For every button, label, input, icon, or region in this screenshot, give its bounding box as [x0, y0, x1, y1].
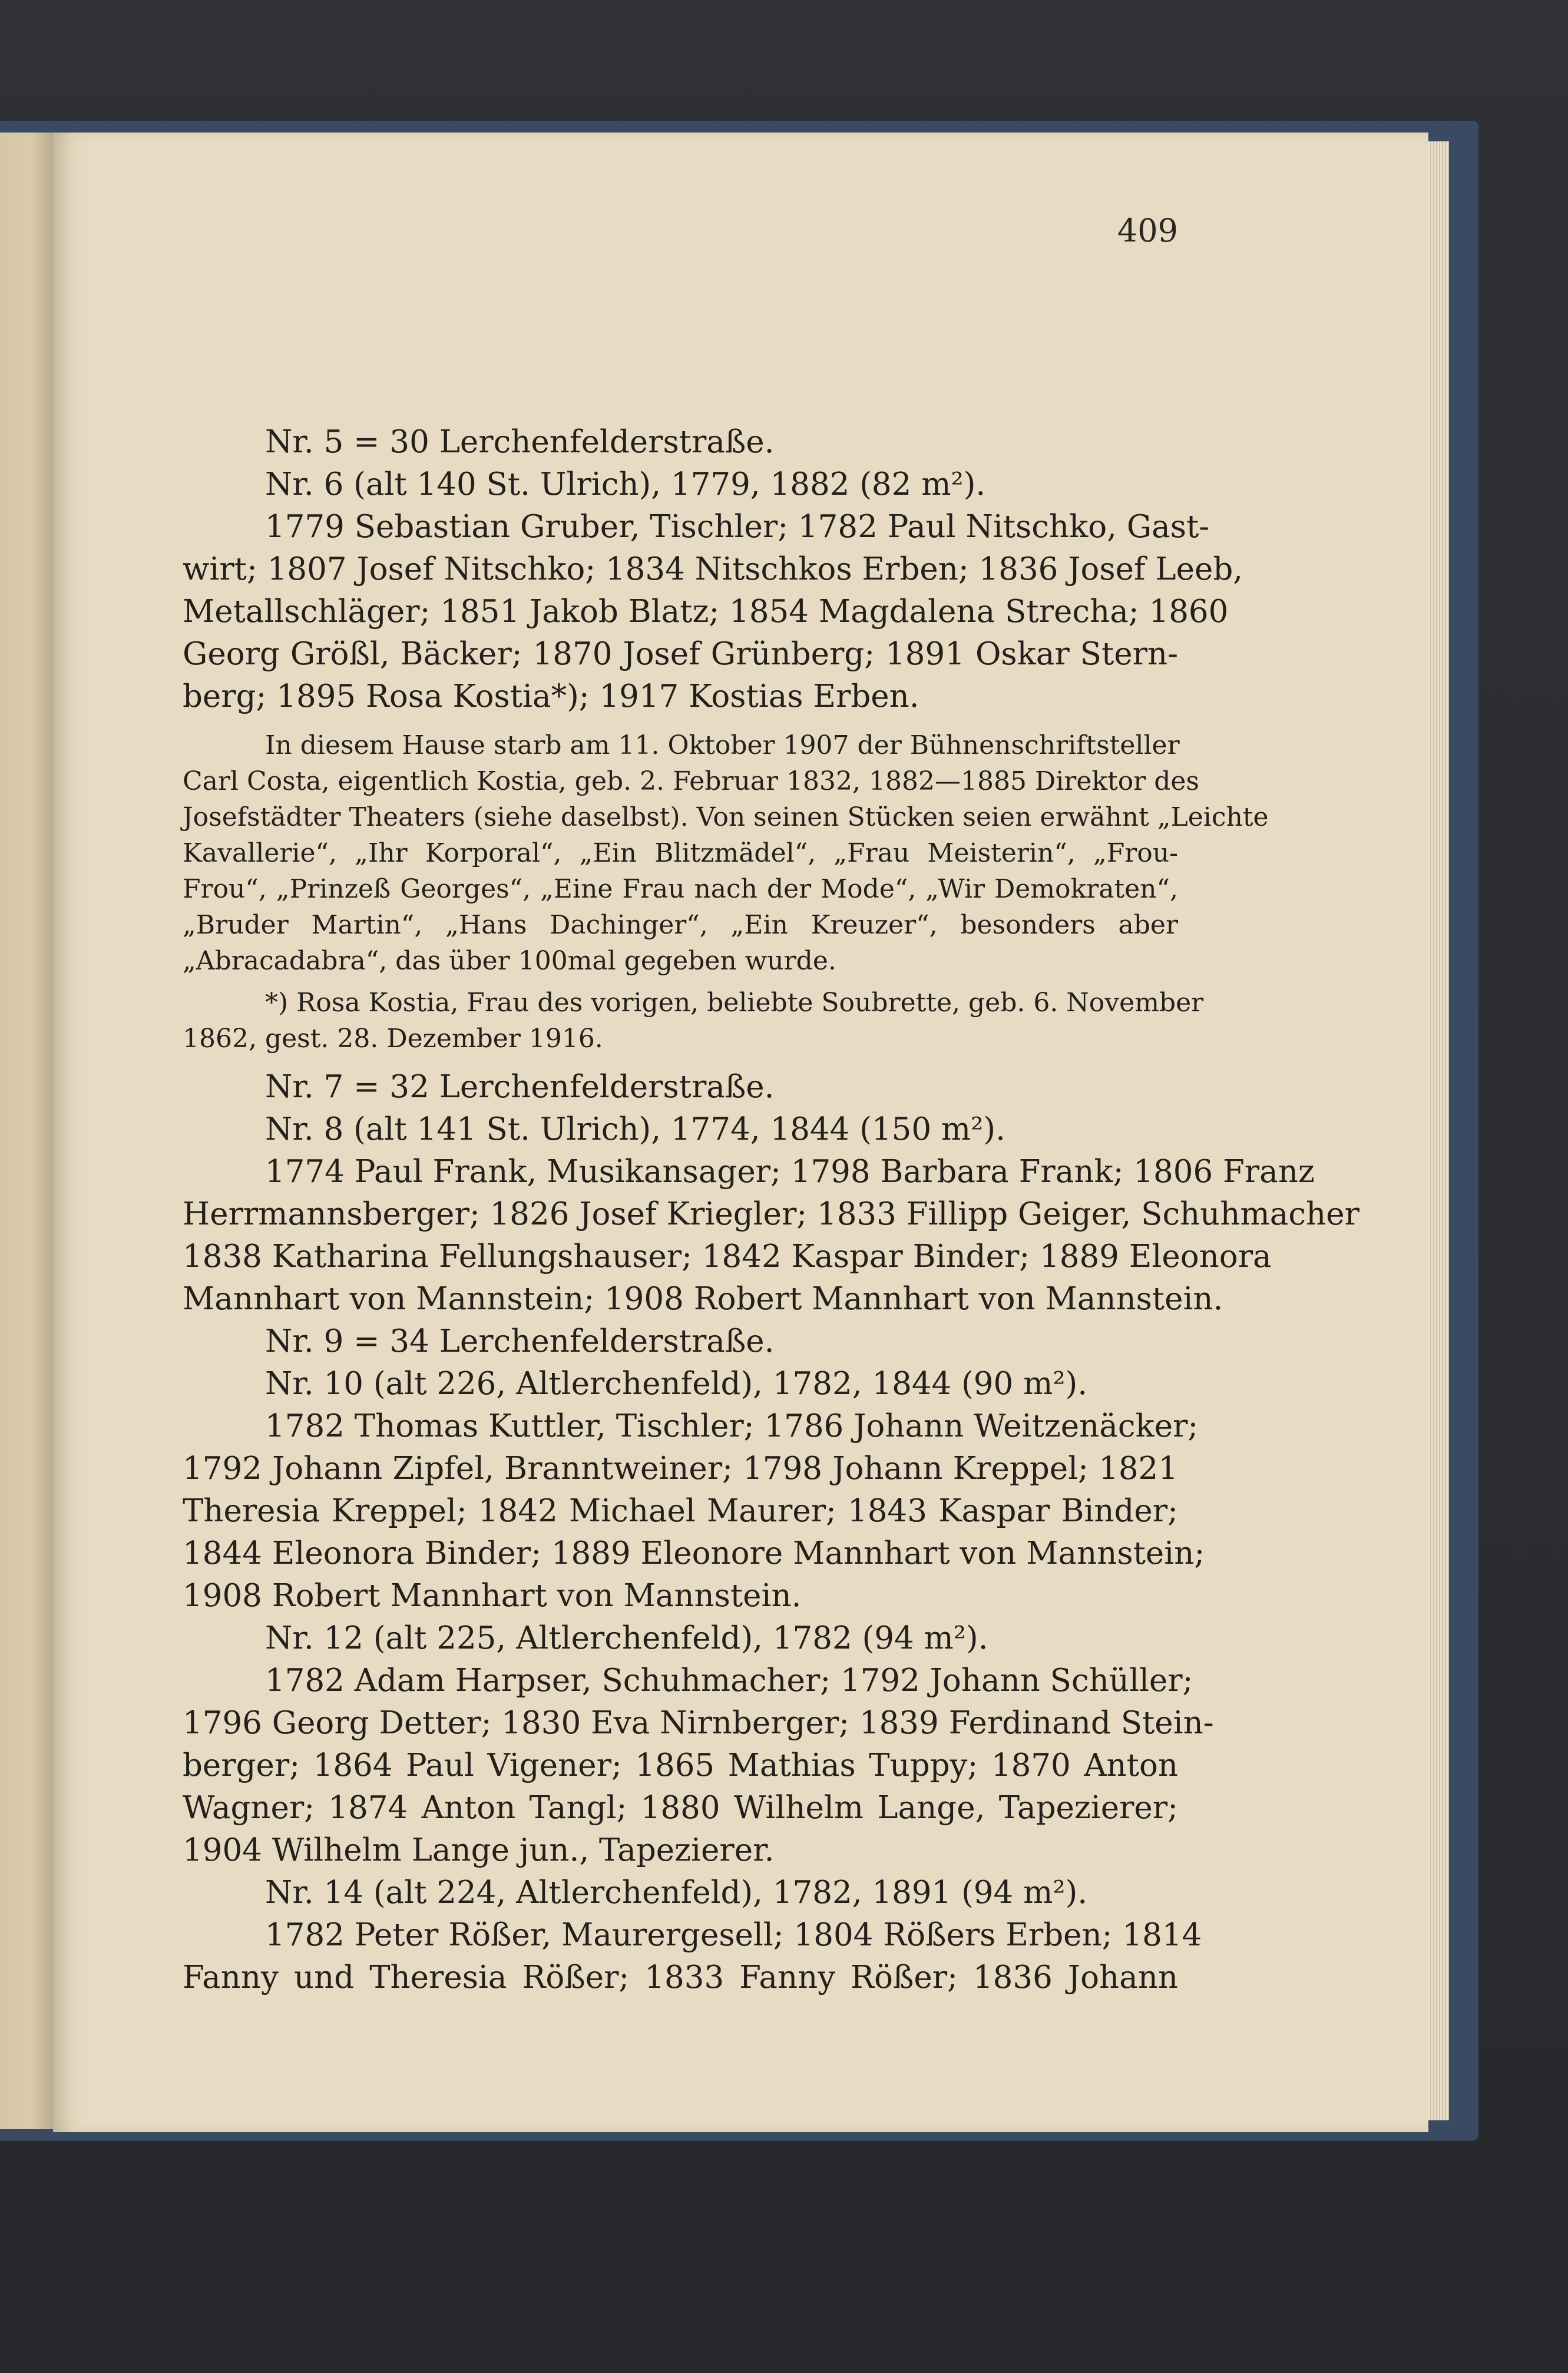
text-line: Nr. 10 (alt 226, Altlerchenfeld), 1782, 1844 (90 m²).: [265, 1366, 1088, 1402]
text-line: Carl Costa, eigentlich Kostia, geb. 2. Februar 1832, 1882—1885 Direktor des: [183, 766, 1199, 796]
text-line: Nr. 5 = 30 Lerchenfelderstraße.: [265, 424, 775, 460]
text-line: Frou“, „Prinzeß Georges“, „Eine Frau nach der Mode“, „Wir Demokraten“,: [183, 874, 1178, 904]
text-line: Nr. 7 = 32 Lerchenfelderstraße.: [265, 1069, 775, 1105]
text-line: 1838 Katharina Fellungshauser; 1842 Kaspar Binder; 1889 Eleonora: [183, 1239, 1272, 1275]
text-line: *) Rosa Kostia, Frau des vorigen, beliebte Soubrette, geb. 6. November: [265, 988, 1204, 1018]
text-line: 1796 Georg Detter; 1830 Eva Nirnberger; 1839 Ferdinand Stein-: [183, 1705, 1214, 1741]
paragraph: [183, 1363, 1178, 1405]
text-line: Herrmannsberger; 1826 Josef Kriegler; 1833 Fillipp Geiger, Schuhmacher: [183, 1196, 1359, 1232]
text-line: 1774 Paul Frank, Musikansager; 1798 Barbara Frank; 1806 Franz: [265, 1154, 1315, 1190]
paragraph: [183, 1405, 1205, 1617]
text-line: 1844 Eleonora Binder; 1889 Eleonore Mannhart von Mannstein;: [183, 1535, 1205, 1571]
page-number: 409: [1117, 212, 1178, 249]
text-line: Nr. 14 (alt 224, Altlerchenfeld), 1782, 1891 (94 m²).: [265, 1875, 1088, 1911]
text-line: wirt; 1807 Josef Nitschko; 1834 Nitschkos Erben; 1836 Josef Leeb,: [183, 551, 1243, 587]
text-line: Kavallerie“, „Ihr Korporal“, „Ein Blitzmädel“, „Frau Meisterin“, „Frou-: [183, 838, 1178, 868]
text-line: Nr. 12 (alt 225, Altlerchenfeld), 1782 (94 m²).: [265, 1620, 988, 1656]
paragraph: [183, 506, 1243, 718]
text-line: 1904 Wilhelm Lange jun., Tapezierer.: [183, 1832, 775, 1868]
paragraph: [183, 727, 1269, 979]
text-line: 1779 Sebastian Gruber, Tischler; 1782 Paul Nitschko, Gast-: [265, 509, 1210, 545]
paragraph: [183, 985, 1204, 1057]
paragraph: [183, 1108, 1178, 1151]
text-line: Georg Größl, Bäcker; 1870 Josef Grünberg; 1891 Oskar Stern-: [183, 636, 1178, 672]
text-line: 1782 Adam Harpser, Schuhmacher; 1792 Johann Schüller;: [265, 1663, 1193, 1699]
text-block: [183, 421, 1359, 1999]
paragraph: [183, 1066, 1178, 1108]
text-line: „Abracadabra“, das über 100mal gegeben wurde.: [183, 946, 836, 976]
text-line: Nr. 6 (alt 140 St. Ulrich), 1779, 1882 (82 m²).: [265, 466, 986, 502]
text-line: 1782 Peter Rößer, Maurergesell; 1804 Rößers Erben; 1814: [265, 1917, 1202, 1953]
paragraph: [183, 1872, 1178, 1914]
paragraph: [183, 1660, 1214, 1872]
text-line: Wagner; 1874 Anton Tangl; 1880 Wilhelm Lange, Tapezierer;: [183, 1790, 1178, 1826]
paragraph: [183, 1320, 1178, 1363]
text-line: In diesem Hause starb am 11. Oktober 1907 der Bühnenschriftsteller: [265, 730, 1180, 760]
paragraph: [183, 421, 1178, 464]
paragraph: [183, 464, 1178, 506]
text-line: berg; 1895 Rosa Kostia*); 1917 Kostias Erben.: [183, 679, 919, 714]
paragraph: [183, 1914, 1202, 1999]
paragraph: [183, 1617, 1178, 1660]
text-line: Josefstädter Theaters (siehe daselbst). Von seinen Stücken seien erwähnt „Leichte: [183, 802, 1269, 832]
left-page-edge: [0, 133, 53, 2129]
text-line: Theresia Kreppel; 1842 Michael Maurer; 1843 Kaspar Binder;: [183, 1493, 1178, 1529]
text-line: 1792 Johann Zipfel, Branntweiner; 1798 Johann Kreppel; 1821: [183, 1451, 1178, 1487]
paragraph: [183, 1151, 1359, 1320]
text-line: 1908 Robert Mannhart von Mannstein.: [183, 1578, 802, 1614]
text-line: Mannhart von Mannstein; 1908 Robert Mannhart von Mannstein.: [183, 1281, 1223, 1317]
text-line: Fanny und Theresia Rößer; 1833 Fanny Rößer; 1836 Johann: [183, 1960, 1178, 1995]
text-line: „Bruder Martin“, „Hans Dachinger“, „Ein Kreuzer“, besonders aber: [183, 910, 1178, 940]
text-line: Nr. 9 = 34 Lerchenfelderstraße.: [265, 1323, 775, 1359]
text-line: berger; 1864 Paul Vigener; 1865 Mathias Tuppy; 1870 Anton: [183, 1748, 1178, 1783]
text-line: Metallschläger; 1851 Jakob Blatz; 1854 Magdalena Strecha; 1860: [183, 594, 1229, 630]
text-line: 1782 Thomas Kuttler, Tischler; 1786 Johann Weitzenäcker;: [265, 1408, 1199, 1444]
text-line: Nr. 8 (alt 141 St. Ulrich), 1774, 1844 (150 m²).: [265, 1111, 1005, 1147]
text-line: 1862, gest. 28. Dezember 1916.: [183, 1024, 603, 1054]
